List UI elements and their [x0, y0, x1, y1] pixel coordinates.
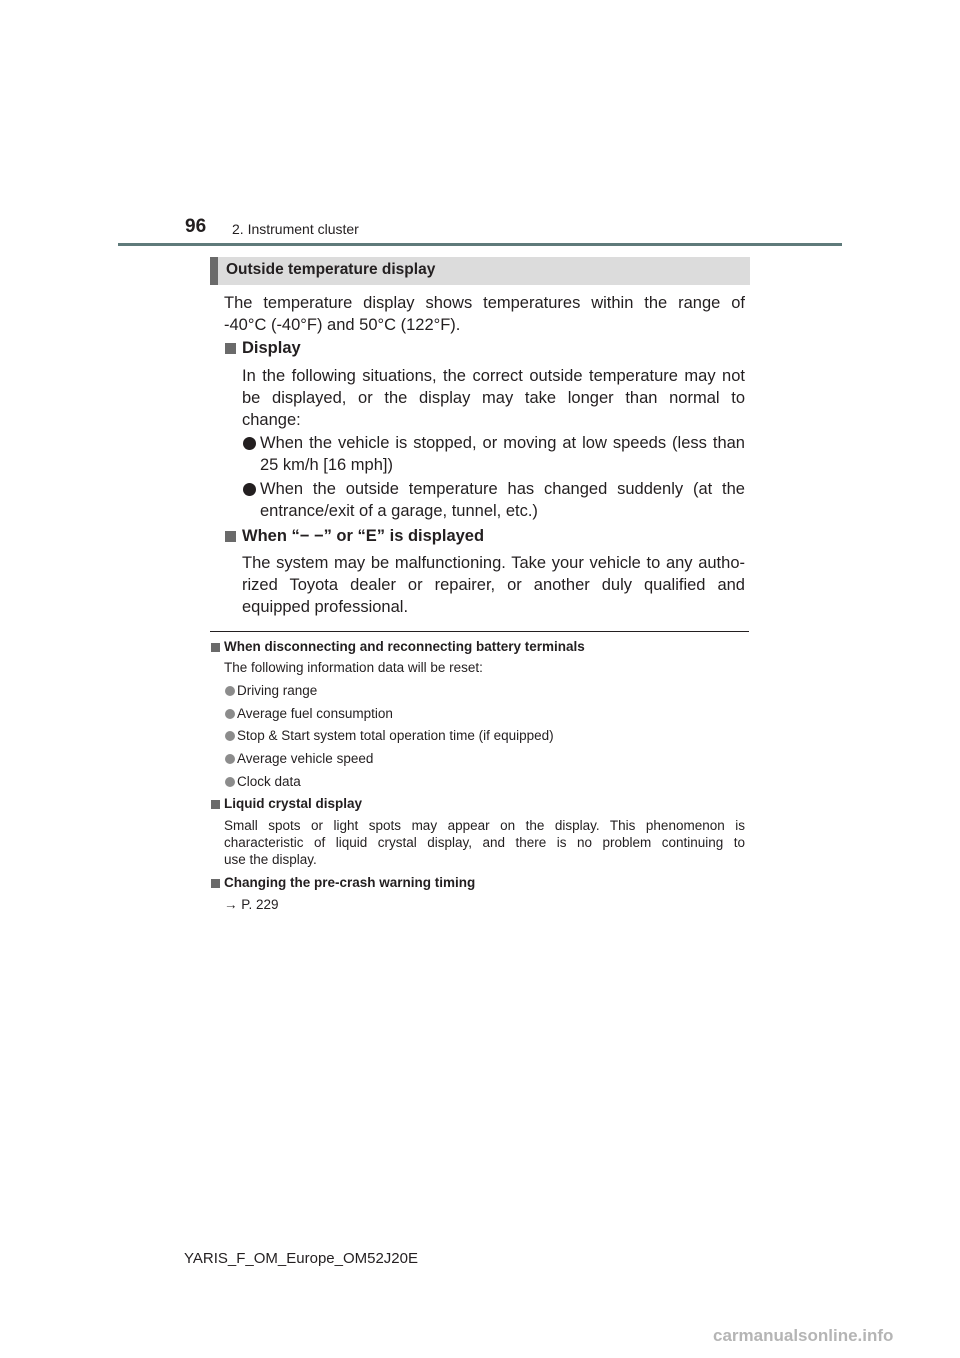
intro-line-1: The temperature display shows temperatures within the range of	[224, 294, 745, 312]
precrash-note-heading: Changing the pre-crash warning timing	[224, 875, 476, 890]
battery-item-clock-data: Clock data	[237, 774, 301, 789]
bullet-dot-icon	[243, 483, 256, 496]
display-bullet-2-line-2: entrance/exit of a garage, tunnel, etc.)	[260, 502, 538, 520]
error-heading: When “− −” or “E” is displayed	[242, 527, 485, 545]
display-text-line-2: be displayed, or the display may take longer than normal to	[242, 389, 745, 407]
battery-item-vehicle-speed: Average vehicle speed	[237, 751, 374, 766]
page-number: 96	[185, 216, 207, 237]
display-bullet-1-line-1: When the vehicle is stopped, or moving at low speeds (less than	[260, 434, 745, 452]
bullet-dot-icon	[225, 731, 235, 741]
watermark: carmanualsonline.info	[713, 1326, 894, 1345]
battery-item-fuel-consumption: Average fuel consumption	[237, 706, 393, 721]
lcd-note-line-3: use the display.	[224, 852, 317, 867]
header-rule	[118, 243, 842, 246]
battery-note-intro: The following information data will be reset:	[224, 660, 483, 675]
display-heading: Display	[242, 339, 301, 357]
bullet-dot-icon	[225, 709, 235, 719]
bullet-dot-icon	[225, 754, 235, 764]
chapter-title: 2. Instrument cluster	[232, 221, 359, 237]
battery-square-icon	[211, 643, 220, 652]
display-text-line-3: change:	[242, 411, 301, 429]
display-text-line-1: In the following situations, the correct outside temperature may not	[242, 367, 745, 385]
error-text-line-3: equipped professional.	[242, 598, 409, 616]
battery-item-stop-start: Stop & Start system total operation time (if equipped)	[237, 728, 554, 743]
display-bullet-1-line-2: 25 km/h [16 mph])	[260, 456, 393, 474]
section-title: Outside temperature display	[226, 261, 436, 278]
battery-note-heading: When disconnecting and reconnecting battery terminals	[224, 639, 585, 654]
battery-item-driving-range: Driving range	[237, 683, 318, 698]
bullet-dot-icon	[243, 437, 256, 450]
bullet-dot-icon	[225, 686, 235, 696]
intro-line-2: -40°C (-40°F) and 50°C (122°F).	[224, 316, 461, 334]
footer-document-code: YARIS_F_OM_Europe_OM52J20E	[184, 1250, 419, 1267]
error-square-icon	[225, 531, 236, 542]
error-text-line-1: The system may be malfunctioning. Take your vehicle to any autho-	[242, 554, 745, 572]
section-title-bar	[210, 257, 750, 285]
error-text-line-2: rized Toyota dealer or repairer, or another duly qualified and	[242, 576, 745, 594]
precrash-page-reference[interactable]: → P. 229	[224, 897, 279, 912]
display-bullet-2-line-1: When the outside temperature has changed suddenly (at the	[260, 480, 745, 498]
lcd-note-line-1: Small spots or light spots may appear on the display. This phenomenon is	[224, 818, 745, 833]
lcd-note-heading: Liquid crystal display	[224, 796, 363, 811]
bullet-dot-icon	[225, 777, 235, 787]
notes-divider	[210, 631, 749, 632]
lcd-note-line-2: characteristic of liquid crystal display, and there is no problem continuing to	[224, 835, 745, 850]
precrash-square-icon	[211, 879, 220, 888]
lcd-square-icon	[211, 800, 220, 809]
display-square-icon	[225, 343, 236, 354]
